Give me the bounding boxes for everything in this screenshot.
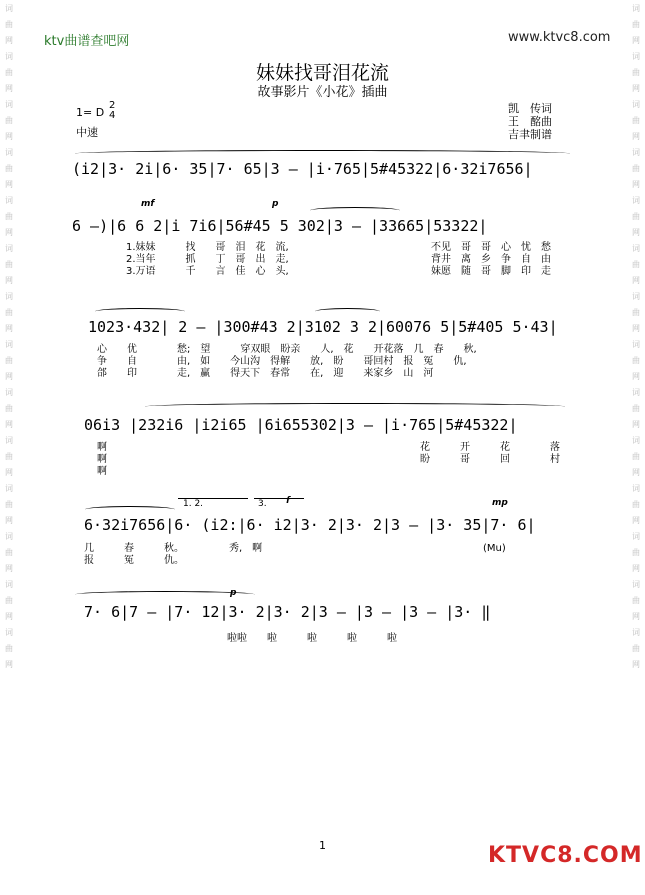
watermark-char: 网 [5, 372, 13, 381]
watermark-char: 网 [632, 516, 640, 525]
watermark-char: 词 [5, 388, 13, 397]
lyrics-block-left: 1.妹妹 找 哥 泪 花 流, 2.当年 抓 丁 哥 出 走, 3.万语 千 言 佳 心 头, [126, 242, 289, 277]
time-signature-bottom: 4 [109, 110, 116, 121]
watermark-char: 网 [5, 132, 13, 141]
watermark-char: 词 [5, 196, 13, 205]
watermark-right [629, 0, 643, 895]
watermark-char: 曲 [632, 596, 640, 605]
watermark-char: 词 [5, 244, 13, 253]
watermark-char: 词 [632, 340, 640, 349]
lyrics-row-4-right: 花 开 花 落 盼 哥 回 村 [420, 442, 560, 465]
score-line-4: 06i3 |232i6 |i2i65 |6i655302|3 — |i·765|5#45322| [84, 416, 518, 434]
watermark-char: 网 [5, 228, 13, 237]
watermark-char: 网 [5, 420, 13, 429]
watermark-char: 词 [632, 532, 640, 541]
hum-marking: (Mu) [483, 543, 506, 554]
song-subtitle: 故事影片《小花》插曲 [257, 85, 388, 100]
lyrics-block-right: 不见 哥 哥 心 忧 愁 背井 离 乡 争 自 由 妹愿 随 哥 脚 印 走 [431, 242, 551, 277]
watermark-char: 网 [632, 180, 640, 189]
watermark-char: 网 [5, 180, 13, 189]
watermark-char: 曲 [5, 356, 13, 365]
lyrics-row-6: 啦啦 啦 啦 啦 啦 [227, 633, 397, 644]
watermark-char: 词 [5, 628, 13, 637]
watermark-char: 词 [632, 628, 640, 637]
watermark-char: 词 [632, 388, 640, 397]
watermark-char: 词 [5, 340, 13, 349]
watermark-char: 曲 [5, 548, 13, 557]
watermark-char: 网 [5, 468, 13, 477]
watermark-char: 词 [5, 292, 13, 301]
watermark-char: 网 [5, 612, 13, 621]
watermark-char: 词 [5, 532, 13, 541]
dynamic-f: f [286, 496, 290, 506]
watermark-char: 网 [632, 324, 640, 333]
watermark-char: 词 [5, 484, 13, 493]
watermark-char: 曲 [632, 548, 640, 557]
watermark-char: 网 [632, 132, 640, 141]
song-title: 妹妹找哥泪花流 [255, 62, 389, 84]
time-signature-top: 2 [109, 100, 116, 111]
watermark-char: 网 [632, 84, 640, 93]
score-line-5: 6·32i7656|6· (i2:|6· i2|3· 2|3· 2|3 — |3· 35|7· 6| [84, 516, 536, 534]
watermark-char: 网 [5, 660, 13, 669]
key-signature: 1= D [76, 106, 105, 119]
watermark-char: 网 [632, 612, 640, 621]
watermark-char: 曲 [5, 596, 13, 605]
volta-3: 3. [258, 499, 267, 509]
watermark-char: 曲 [5, 68, 13, 77]
watermark-char: 词 [632, 292, 640, 301]
watermark-char: 网 [5, 564, 13, 573]
watermark-char: 网 [5, 324, 13, 333]
dynamic-p-2: p [230, 588, 237, 598]
dynamic-p: p [272, 199, 279, 209]
watermark-char: 词 [5, 580, 13, 589]
watermark-char: 曲 [5, 404, 13, 413]
score-line-3: 1023·432| 2 — |300#43 2|3102 3 2|60076 5|5#405 5·43| [88, 318, 558, 336]
composer-credit: 王 酩曲 [508, 115, 552, 128]
watermark-char: 曲 [632, 260, 640, 269]
tempo-marking: 中速 [76, 126, 98, 139]
watermark-char: 网 [632, 564, 640, 573]
site-name-left[interactable]: ktv曲谱查吧网 [44, 34, 130, 49]
score-line-6: 7· 6|7 — |7· 12|3· 2|3· 2|3 — |3 — |3 — |3· ‖ [84, 603, 491, 621]
dynamic-mp: mp [492, 498, 508, 508]
watermark-char: 网 [632, 468, 640, 477]
watermark-char: 词 [632, 196, 640, 205]
watermark-char: 词 [5, 148, 13, 157]
watermark-char: 词 [632, 244, 640, 253]
watermark-char: 曲 [632, 356, 640, 365]
watermark-char: 词 [632, 4, 640, 13]
score-line-1: (i2|3· 2i|6· 35|7· 65|3 — |i·765|5#45322|6·32i7656| [72, 160, 533, 178]
watermark-char: 曲 [5, 164, 13, 173]
watermark-char: 词 [632, 148, 640, 157]
watermark-char: 曲 [632, 404, 640, 413]
watermark-char: 网 [632, 276, 640, 285]
watermark-char: 网 [5, 516, 13, 525]
watermark-char: 网 [632, 420, 640, 429]
watermark-char: 词 [632, 52, 640, 61]
lyricist-credit: 凯 传词 [508, 102, 552, 115]
watermark-char: 曲 [5, 452, 13, 461]
watermark-char: 曲 [632, 644, 640, 653]
watermark-char: 曲 [632, 212, 640, 221]
watermark-char: 网 [5, 36, 13, 45]
watermark-char: 曲 [632, 452, 640, 461]
watermark-char: 网 [632, 660, 640, 669]
watermark-char: 词 [5, 52, 13, 61]
watermark-char: 曲 [632, 20, 640, 29]
lyrics-row-4-left: 啊 啊 啊 [97, 442, 107, 477]
watermark-char: 网 [5, 276, 13, 285]
arranger-credit: 吉聿制谱 [508, 128, 552, 141]
page-number: 1 [319, 839, 326, 852]
watermark-char: 曲 [5, 308, 13, 317]
watermark-char: 词 [632, 484, 640, 493]
watermark-char: 曲 [5, 212, 13, 221]
watermark-char: 网 [632, 228, 640, 237]
watermark-char: 网 [632, 372, 640, 381]
lyrics-row-5: 几 春 秋。 秀, 啊 报 冤 仇。 [84, 543, 263, 566]
watermark-char: 词 [5, 100, 13, 109]
watermark-char: 曲 [632, 164, 640, 173]
watermark-char: 词 [5, 4, 13, 13]
watermark-char: 词 [632, 436, 640, 445]
watermark-char: 曲 [632, 116, 640, 125]
score-line-2: 6 —)|6 6 2|i 7i6|56#45 5 302|3 — |33665|53322| [72, 217, 488, 235]
watermark-char: 网 [632, 36, 640, 45]
site-logo[interactable]: KTVC8.COM [488, 843, 643, 868]
watermark-char: 词 [632, 580, 640, 589]
site-url-right[interactable]: www.ktvc8.com [508, 30, 611, 45]
watermark-char: 曲 [632, 500, 640, 509]
lyrics-row-3: 心 优 愁; 望 穿双眼 盼亲 人, 花 开花落 几 春 秋, 争 自 由, 如 今山沟 得解 放, 盼 哥回村 报 冤 仇, 郃 印 走, 赢 得天下 春常 在, 迎 来家乡 山 河 [97, 344, 477, 379]
watermark-char: 曲 [5, 260, 13, 269]
watermark-char: 曲 [5, 116, 13, 125]
watermark-char: 词 [5, 436, 13, 445]
watermark-char: 网 [5, 84, 13, 93]
watermark-char: 曲 [632, 68, 640, 77]
watermark-char: 曲 [632, 308, 640, 317]
dynamic-mf: mf [141, 199, 155, 209]
watermark-char: 曲 [5, 644, 13, 653]
watermark-char: 曲 [5, 500, 13, 509]
volta-1-2: 1. 2. [183, 499, 204, 509]
watermark-left [2, 0, 16, 895]
watermark-char: 词 [632, 100, 640, 109]
watermark-char: 曲 [5, 20, 13, 29]
